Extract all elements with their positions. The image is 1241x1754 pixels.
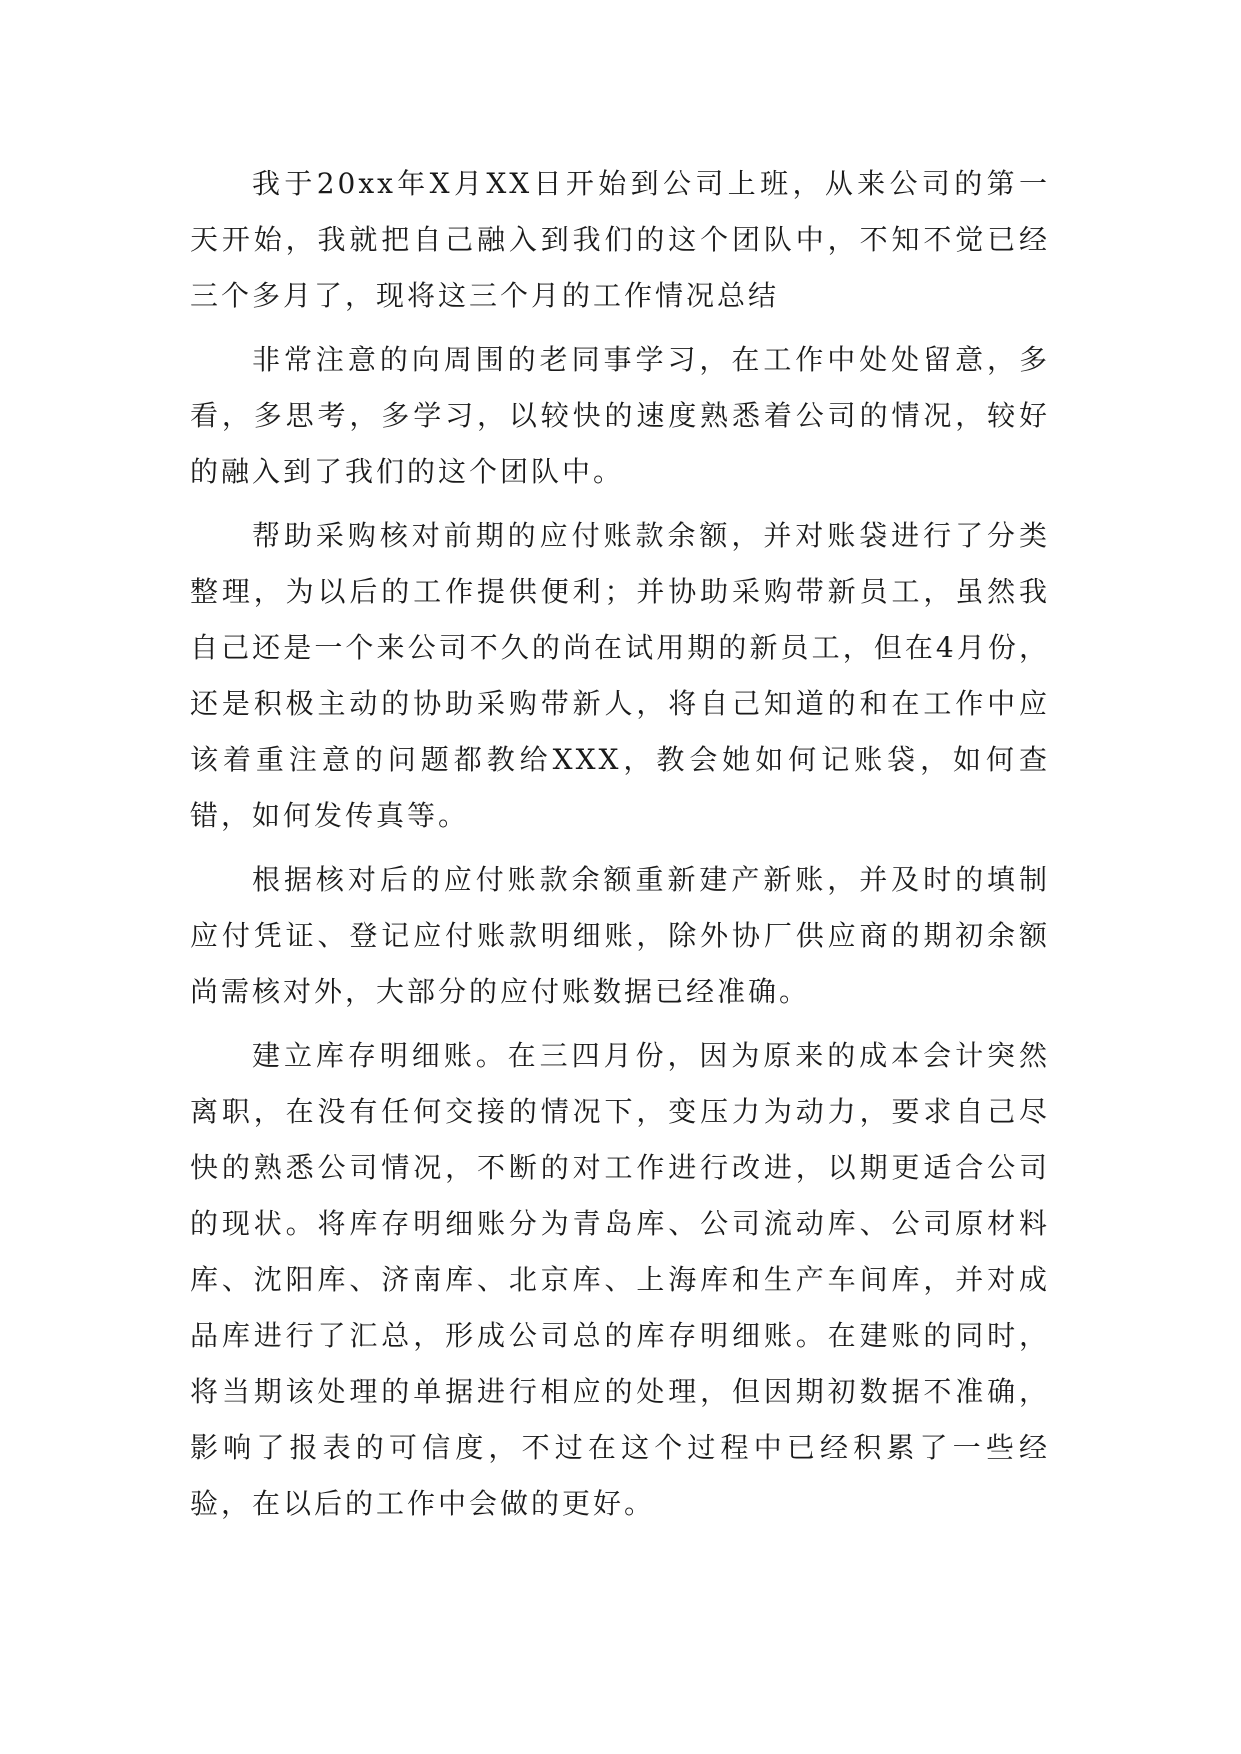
paragraph-intro: 我于20xx年X月XX日开始到公司上班，从来公司的第一天开始，我就把自己融入到我们的这个团队中，不知不觉已经三个多月了，现将这三个月的工作情况总结: [190, 167, 1050, 312]
paragraph-new-ledger: 根据核对后的应付账款余额重新建产新账，并及时的填制应付凭证、登记应付账款明细账，除外协厂供应商的期初余额尚需核对外，大部分的应付账数据已经准确。: [190, 863, 1050, 1008]
paragraph-learning: 非常注意的向周围的老同事学习，在工作中处处留意，多看，多思考，多学习，以较快的速度熟悉着公司的情况，较好的融入到了我们的这个团队中。: [190, 343, 1050, 488]
document-body: [190, 156, 1050, 1540]
paragraph-payables-check: 帮助采购核对前期的应付账款余额，并对账袋进行了分类整理，为以后的工作提供便利；并协助采购带新员工，虽然我自己还是一个来公司不久的尚在试用期的新员工，但在4月份，还是积极主动的协助采购带新人，将自己知道的和在工作中应该着重注意的问题都教给XXX，教会她如何记账袋，如何查错，如何发传真等。: [190, 519, 1050, 832]
paragraph-inventory-ledger: 建立库存明细账。在三四月份，因为原来的成本会计突然离职，在没有任何交接的情况下，变压力为动力，要求自己尽快的熟悉公司情况，不断的对工作进行改进，以期更适合公司的现状。将库存明细账分为青岛库、公司流动库、公司原材料库、沈阳库、济南库、北京库、上海库和生产车间库，并对成品库进行了汇总，形成公司总的库存明细账。在建账的同时，将当期该处理的单据进行相应的处理，但因期初数据不准确，影响了报表的可信度，不过在这个过程中已经积累了一些经验，在以后的工作中会做的更好。: [190, 1039, 1050, 1520]
